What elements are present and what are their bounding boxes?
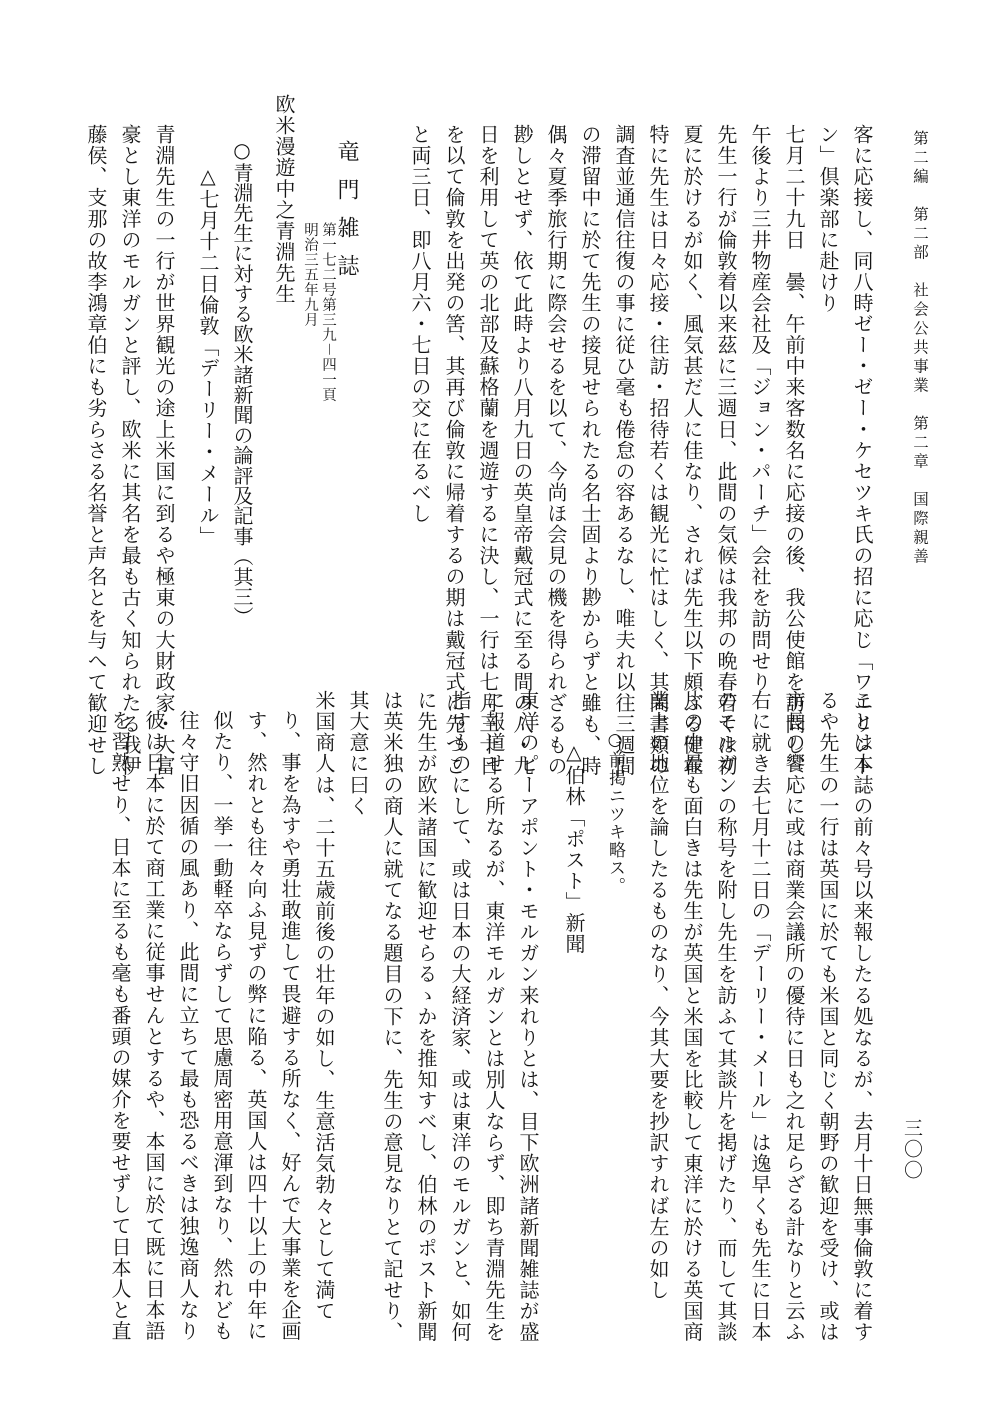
upper-line-17: 藤侯、支那の故李鴻章伯にも劣らさる名誉と声名とを与へて歓迎せし bbox=[84, 124, 108, 777]
upper-line-1: 客に応接し、同八時ゼー・ゼー・ケセツキ氏の招に応じ「ワエリント bbox=[850, 124, 874, 777]
lower-line-16: す、然れとも往々向ふ見ずの弊に陥る、英国人は四十以上の中年に bbox=[244, 710, 268, 1342]
upper-line-4: 午後より三井物産会社及「ジョン・パーチ」会社を訪問せり bbox=[748, 124, 772, 693]
lower-line-12: は英米独の商人に就てなる題目の下に、先生の意見なりとて記せり、 bbox=[380, 690, 404, 1343]
upper-line-7: 特に先生は日々応接・往訪・招待若くは観光に忙はしく、其間書類の bbox=[646, 124, 670, 777]
upper-line-16: 豪とし東洋のモルガンと評し、欧米に其名を最も古く知られたる我伊 bbox=[118, 124, 142, 777]
section-heading: 欧米漫遊中之青淵先生 bbox=[272, 94, 296, 305]
lower-line-6: 片の中最も面白きは先生が英国と米国を比較して東洋に於ける英国商 bbox=[680, 690, 704, 1343]
lower-line-20: を習熟せり、日本に至るも毫も番頭の媒介を要せずして日本人と直 bbox=[108, 710, 132, 1342]
lower-line-14: 米国商人は、二十五歳前後の壮年の如し、生意活気勃々として満て bbox=[312, 690, 336, 1322]
source-title: 竜門雑誌 bbox=[334, 140, 359, 292]
lower-line-13: 其大意に曰く bbox=[346, 690, 370, 817]
subsection-heading: △七月十二日倫敦「デーリー・メール」 bbox=[196, 164, 220, 547]
lower-line-11: に先生が欧米諸国に歓迎せらるゝかを推知すべし、伯林のポスト新聞 bbox=[414, 690, 438, 1343]
upper-line-13: を以て倫敦を出発の筈、其再び倫敦に帰着するの期は戴冠式に先つこ bbox=[442, 124, 466, 777]
running-head: 第二編 第二部 社会公共事業 第二章 国際親善 bbox=[911, 130, 929, 567]
lower-line-2: るや先生の一行は英国に於ても米国と同じく朝野の歓迎を受け、或は bbox=[816, 690, 840, 1343]
lower-line-15: り、事を為すや勇壮敢進して畏避する所なく、好んで大事業を企画 bbox=[278, 710, 302, 1342]
omission-note: ○前掲ニツキ略ス。 bbox=[605, 730, 625, 895]
lower-line-9: に報道せる所なるが、東洋モルガンとは別人ならず、即ち青淵先生を bbox=[482, 690, 506, 1343]
upper-line-12: 日を利用して英の北部及蘇格蘭を週遊するに決し、一行は七月三十日 bbox=[476, 124, 500, 777]
source-date: 明治三五年九月 bbox=[302, 222, 318, 327]
source-issue: 第一七二号第三九－四一頁 bbox=[320, 222, 336, 402]
lower-line-5: のモルガンの称号を附し先生を訪ふて其談片を掲げたり、而して其談 bbox=[714, 690, 738, 1343]
lower-line-10: 指すものにして、或は日本の大経済家、或は東洋のモルガンと、如何 bbox=[448, 690, 472, 1343]
upper-line-15: 青淵先生の一行が世界観光の途上米国に到るや極東の大財政家・大富 bbox=[152, 124, 176, 777]
lower-line-8: 東洋のピーアポント・モルガン来れりとは、目下欧洲諸新聞雑誌が盛 bbox=[516, 690, 540, 1343]
upper-line-11: 尠しとせず、依て此時より八月九日の英皇帝戴冠式に至る間の八・九 bbox=[510, 124, 534, 777]
upper-line-5: 先生一行が倫敦着以来茲に三週日、此間の気候は我邦の晩春若くは初 bbox=[714, 124, 738, 777]
upper-line-10: 偶々夏季旅行期に際会せるを以て、今尚ほ会見の機を得られざるもの bbox=[544, 124, 568, 777]
upper-line-9: の滞留中に於て先生の接見せられたる名士固より尠からずと雖も、時 bbox=[578, 124, 602, 777]
upper-line-14: と両三日、即八月六・七日の交に在るべし bbox=[408, 124, 432, 524]
lower-line-3: 市長の饗応に或は商業会議所の優待に日も之れ足らざる計なりと云ふ bbox=[782, 690, 806, 1343]
article-heading: ○青淵先生に対する欧米諸新聞の論評及記事（其三） bbox=[230, 138, 254, 627]
upper-line-3: 七月二十九日 曇、午前中来客数名に応接の後、我公使館を訪問し、 bbox=[782, 124, 806, 777]
lower-line-4: 右に就き去七月十二日の「デーリー・メール」は逸早くも先生に日本 bbox=[748, 690, 772, 1343]
lower-line-19: 彼は日本に於て商工業に従事せんとするや、本国に於て既に日本語 bbox=[142, 710, 166, 1342]
lower-line-7: 業上の地位を論したるものなり、今其大要を抄訳すれば左の如し bbox=[646, 690, 670, 1301]
lower-line-17: 似たり、一挙一動軽卒ならずして思慮周密用意渾到なり、然れども bbox=[210, 710, 234, 1342]
page-number: 三〇〇 bbox=[901, 1118, 923, 1181]
upper-line-6: 夏に於けるが如く、風気甚だ人に佳なり、されば先生以下頗ぶる健在 bbox=[680, 124, 704, 777]
lower-line-18: 往々守旧因循の風あり、此間に立ちて最も恐るべきは独逸商人なり bbox=[176, 710, 200, 1342]
lower-line-1: ことは本誌の前々号以来報したる処なるが、去月十日無事倫敦に着す bbox=[850, 690, 874, 1343]
upper-line-8: 調査並通信往復の事に従ひ毫も倦怠の容あるなし、唯夫れ以往三週間 bbox=[612, 124, 636, 777]
upper-line-2: ン」倶楽部に赴けり bbox=[816, 124, 840, 314]
berlin-post-heading: △伯林「ポスト」新聞 bbox=[562, 740, 586, 955]
